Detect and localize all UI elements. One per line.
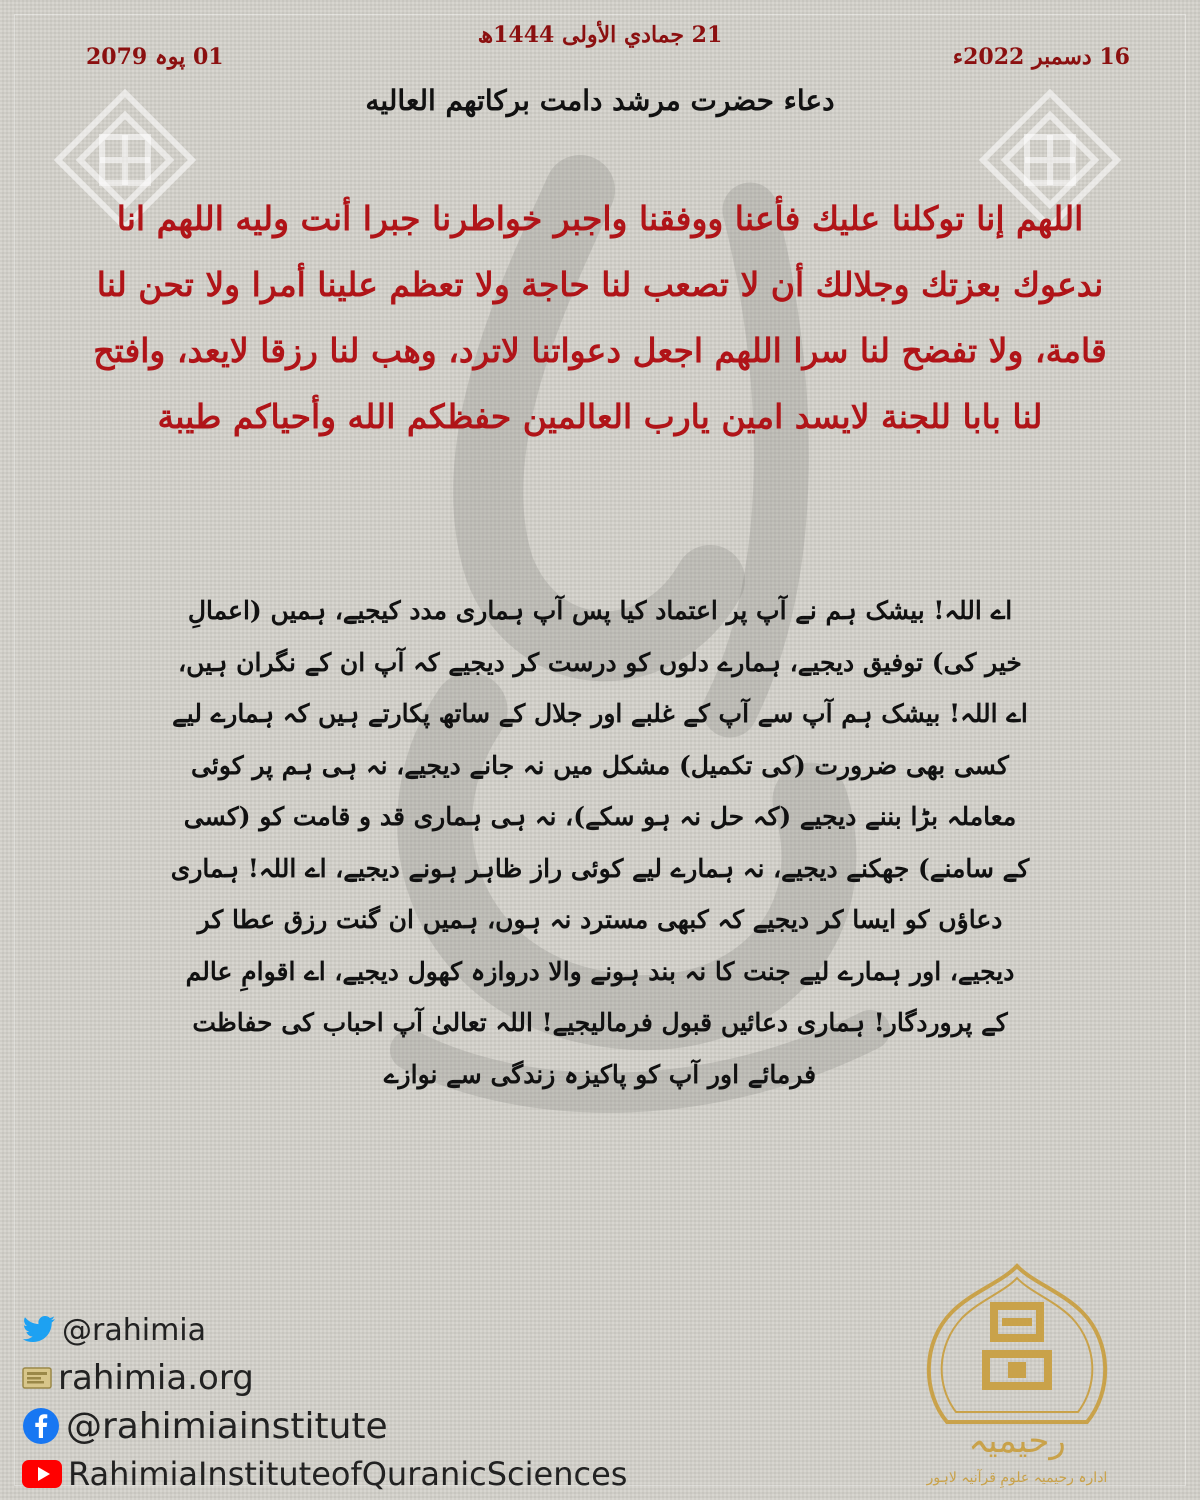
date-desi: 01 پوہ 2079	[86, 44, 224, 70]
urdu-translation: اے اللہ! بیشک ہم نے آپ پر اعتماد کیا پس آپ ہماری مدد کیجیے، ہمیں (اعمالِ خیر کی) توفیق دیجیے، ہمارے دلوں کو درست کر دیجیے کہ آپ ان کے نگران ہیں، اے اللہ! بیشک ہم آپ سے آپ کے غلبے اور جلال کے ساتھ پکارتے ہیں کہ ہمارے لیے کسی بھی ضرورت (کی تکمیل) مشکل میں نہ جانے دیجیے، نہ ہی ہم پر کوئی معاملہ بڑا بننے دیجیے (کہ حل نہ ہو سکے)، نہ ہی ہماری قد و قامت کو (کسی کے سامنے) جھکنے دیجیے، نہ ہمارے لیے کوئی راز ظاہر ہونے دیجیے، اے اللہ! ہماری دعاؤں کو ایسا کر دیجیے کہ کبھی مسترد نہ ہوں، ہمیں ان گنت رزق عطا کر دیجیے، اور ہمارے لیے جنت کا نہ بند ہونے والا دروازہ کھول دیجیے، اے اقوامِ عالم کے پروردگار! ہماری دعائیں قبول فرمالیجیے! اللہ تعالیٰ آپ احباب کی حفاظت فرمائے اور آپ کو پاکیزہ زندگی سے نوازے	[170, 596, 1030, 1089]
website-icon	[22, 1365, 52, 1391]
website-link[interactable]	[22, 1354, 627, 1402]
facebook-link[interactable]	[22, 1402, 627, 1450]
youtube-link[interactable]	[22, 1450, 627, 1498]
twitter-icon	[22, 1315, 56, 1345]
arabic-dua: اللهم إنا توكلنا عليك فأعنا ووفقنا واجبر خواطرنا جبرا أنت وليه اللهم انا ندعوك بعزتك وجلالك أن لا تصعب لنا حاجة ولا تعظم علينا أمرا ولا تحن لنا قامة، ولا تفضح لنا سرا اللهم اجعل دعواتنا لاترد، وهب لنا رزقا لايعد، وافتح لنا بابا للجنة لايسد امين يارب العالمين حفظكم الله وأحياكم طيبة	[93, 199, 1107, 436]
facebook-icon	[22, 1407, 60, 1445]
social-links	[22, 1306, 627, 1498]
facebook-handle: @rahimiainstitute	[66, 1405, 388, 1447]
logo-name: رحیمیہ	[968, 1421, 1066, 1461]
page-title: دعاء حضرت مرشد دامت برکاتهم العاليه	[365, 84, 835, 117]
twitter-link[interactable]	[22, 1306, 627, 1354]
date-hijri: 21 جمادي الأولى 1444ھ	[477, 22, 723, 48]
rahimia-logo	[912, 1262, 1122, 1490]
website-url: rahimia.org	[58, 1358, 254, 1398]
twitter-handle: @rahimia	[62, 1312, 207, 1348]
youtube-channel: RahimiaInstituteofQuranicSciences	[68, 1455, 628, 1493]
date-gregorian: 16 دسمبر 2022ء	[952, 44, 1130, 70]
logo-subtitle: ادارہ رحیمیہ علومِ قرآنیہ لاہور	[926, 1470, 1108, 1486]
youtube-icon	[22, 1460, 62, 1488]
